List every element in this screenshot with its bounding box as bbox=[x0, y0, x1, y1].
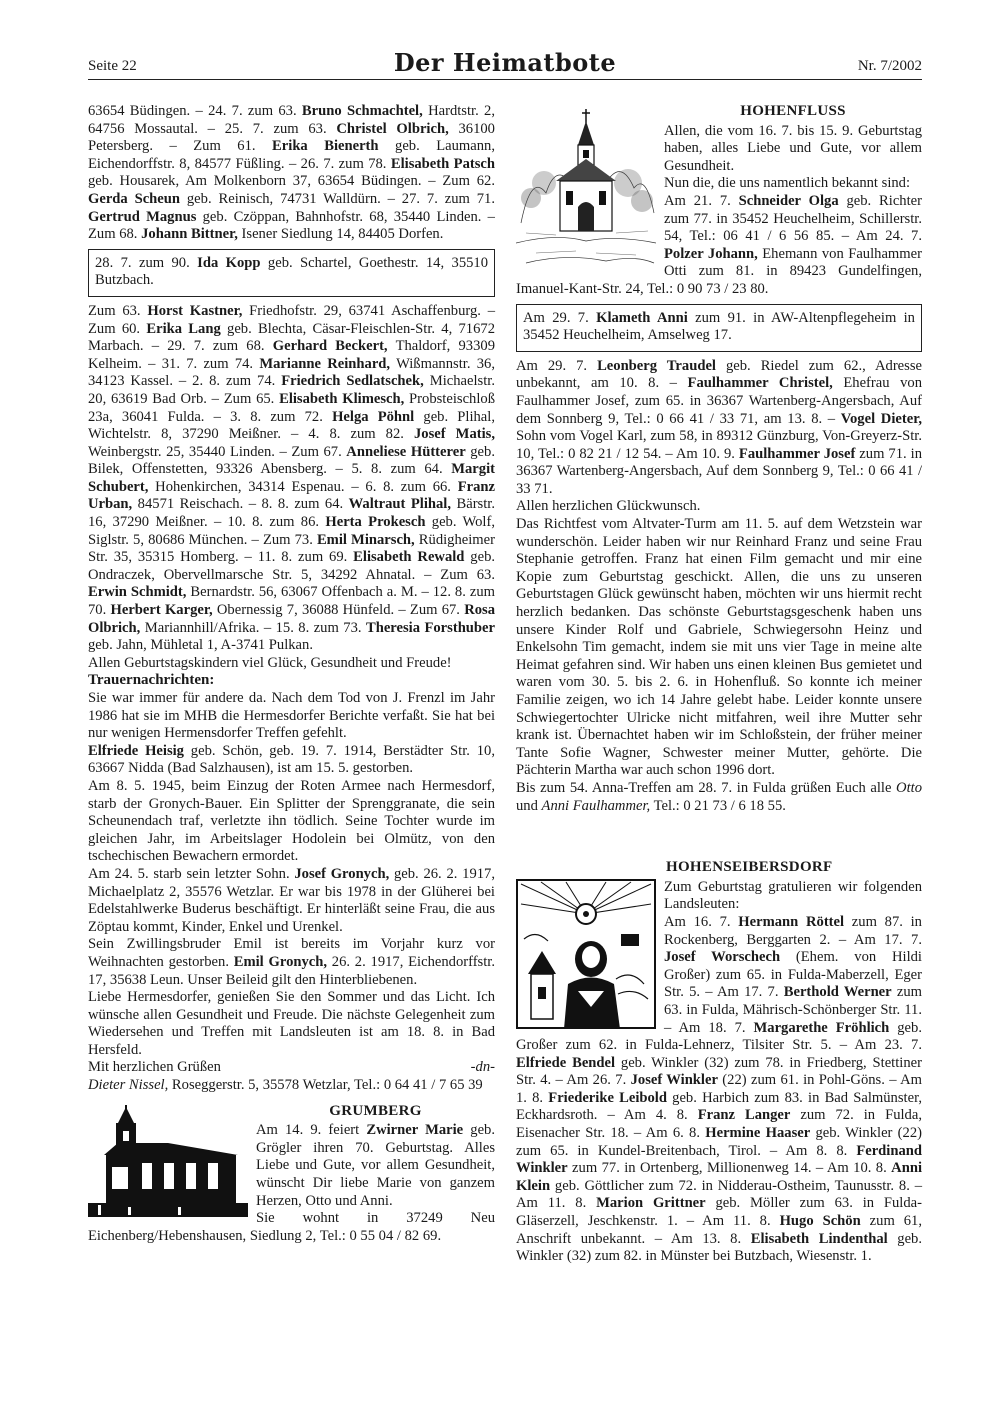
hohenfluss-heading: HOHENFLUSS bbox=[740, 103, 846, 119]
trauer-para-5: Sein Zwillingsbruder Emil ist bereits im Vorjahr kurz vor Weihnachten gestorben. Emil Gronych, 26. 2. 1917, Eichendorffstr. 17, 35638 Leun. Unser Beileid gilt den Hinterbliebenen. bbox=[88, 936, 495, 988]
trauer-para-2: Elfriede Heisig geb. Schön, geb. 19. 7. 1914, Berstädter Str. 10, 63667 Nidda (Bad Salzhausen), ist am 15. 5. gestorben. bbox=[88, 742, 495, 777]
trauer-heading: Trauernachrichten: bbox=[88, 672, 215, 689]
trauer-para-6: Liebe Hermesdorfer, genießen Sie den Sommer und das Licht. Ich wünsche allen Gesundheit und Freude. Die nächste Gelegenheit zum Wiedersehen und Treffen mit Landsleuten ist am 18. 8. in Bad Hersfeld. bbox=[88, 989, 495, 1058]
page-header bbox=[88, 48, 922, 80]
issue-number: Nr. 7/2002 bbox=[857, 58, 922, 74]
hohenfluss-para-1: Allen, die vom 16. 7. bis 15. 9. Geburtstag haben, alles Liebe und Gute, vor allem Gesundheit. bbox=[664, 122, 922, 174]
hohenfluss-para-5: Allen herzlichen Glückwunsch. bbox=[516, 498, 701, 515]
highlight-box-ida-kopp bbox=[88, 249, 495, 297]
grumberg-para-2: Sie wohnt in 37249 Neu Eichenberg/Hebenshausen, Siedlung 2, Tel.: 0 55 04 / 82 69. bbox=[88, 1210, 495, 1244]
birthday-closing: Allen Geburtstagskindern viel Glück, Gesundheit und Freude! bbox=[88, 654, 452, 671]
trauer-para-1: Sie war immer für andere da. Nach dem Tod von J. Frenzl im Jahr 1986 hat sie im MHB die Hermesdorfer Berichte verfaßt. Sie hat bei nur wenigen Hermensdorfer Treffen gefehlt. bbox=[88, 690, 495, 742]
grumberg-heading: GRUMBERG bbox=[329, 1102, 422, 1119]
hohenfluss-para-4: Am 29. 7. Leonberg Traudel geb. Riedel zum 62., Adresse unbekannt, am 10. 8. – Faulhammer Christel, Ehefrau von Faulhammer Josef, zum 65. in 36367 Wartenberg-Angersbach, Auf dem Sonnberg 9, Tel.: 0 66 41 / 33 71, am 13. 8. – Vogel Dieter, Sohn vom Vogel Karl, zum 58, in 89312 Günzburg, Von-Greyerz-Str. 10, Tel.: 0 82 21 / 12 54. – Am 10. 9. Faulhammer Josef zum 71. in 36367 Wartenberg-Angersbach, Auf dem Sonnberg 9, Tel.: 0 66 41 / 33 71. bbox=[516, 357, 922, 497]
grumberg-para-1: Am 14. 9. feiert Zwirner Marie geb. Grögler ihren 70. Geburtstag. Alles Liebe und Gute, vor allem Gesundheit, wünscht Dir liebe Marie von ganzem Herzen, Otto und Anni. bbox=[256, 1122, 495, 1209]
masthead-logo: Der Heimatbote bbox=[393, 48, 617, 77]
hohenseibersdorf-intro: Zum Geburtstag gratulieren wir folgenden Landsleuten: bbox=[664, 878, 922, 913]
highlight-text: 28. 7. zum 90. Ida Kopp geb. Schartel, Goethestr. 14, 35510 Butzbach. bbox=[95, 254, 489, 289]
left-column bbox=[88, 103, 495, 1245]
hohenfluss-para-2: Nun die, die uns namentlich bekannt sind: bbox=[664, 175, 911, 192]
page-number: Seite 22 bbox=[88, 58, 137, 74]
birthday-list-part2: Zum 63. Horst Kastner, Friedhofstr. 29, 63741 Aschaffenburg. – Zum 60. Erika Lang geb. Blechta, Cäsar-Fleischlen-Str. 4, 71672 Marbach. – 29. 7. zum 68. Gerhard Beckert, Thaldorf, 93309 Kelheim. – 31. 7. zum 74. Marianne Reinhard, Wißmannstr. 36, 34123 Kassel. – 2. 8. zum 74. Friedrich Sedlatschek, Michaelstr. 20, 63619 Bad Orb. – Zum 65. Elisabeth Klimesch, Probsteischloß 23a, 36041 Fulda. – 3. 8. zum 72. Helga Pöhnl geb. Plihal, Wichtelstr. 8, 37290 Meißner. – 4. 8. zum 82. Josef Matis, Weinbergstr. 25, 35440 Linden. – Zum 67. Anneliese Hütterer geb. Bilek, Offenstetten, 93326 Abensberg. – 5. 8. zum 64. Margit Schubert, Hohenkirchen, 34314 Espenau. – 6. 8. zum 66. Franz Urban, 84571 Reischach. – 8. 8. zum 64. Waltraut Plihal, Bärstr. 16, 37290 Meißner. – 10. 8. zum 86. Herta Prokesch geb. Wolf, Siglstr. 5, 80686 München. – Zum 73. Emil Minarsch, Rüdigheimer Str. 35, 35315 Homberg. – 11. 8. zum 69. Elisabeth Rewald geb. Ondraczek, Obervellmarsche Str. 5, 34292 Ahnatal. – Zum 63. Erwin Schmidt, Bernardstr. 56, 63067 Offenbach a. M. – 12. 8. zum 70. Herbert Karger, Obernessig 7, 36088 Hünfeld. – Zum 67. Rosa Olbrich, Mariannhill/Afrika. – 15. 8. zum 73. Theresia Forsthuber geb. Jahn, Mühletal 1, A-3741 Pulkan. bbox=[88, 302, 496, 654]
greeting-line bbox=[88, 1059, 495, 1077]
hohenfluss-para-7: Bis zum 54. Anna-Treffen am 28. 7. in Fulda grüßen Euch alle Otto und Anni Faulhammer, Tel.: 0 21 73 / 6 18 55. bbox=[516, 779, 922, 814]
author-contact: Dieter Nissel, Roseggerstr. 5, 35578 Wetzlar, Tel.: 0 64 41 / 7 65 39 bbox=[88, 1077, 483, 1094]
hohenfluss-para-3: Am 21. 7. Schneider Olga geb. Richter zum 77. in 35452 Heuchelheim, Schillerstr. 54, Tel.: 06 41 / 6 56 85. – Am 24. 7. Polzer Johann, Ehemann von Faulhammer Otti zum 81. in 89423 Gundelfingen, Imanuel-Kant-Str. 24, Tel.: 0 90 73 / 23 80. bbox=[516, 192, 922, 297]
chapel-drawing-icon bbox=[516, 103, 656, 273]
highlight-box-klameth bbox=[516, 304, 922, 352]
highlight-text: Am 29. 7. Klameth Anni zum 91. in AW-Altenpflegeheim in 35452 Heuchelheim, Amselweg 17. bbox=[523, 309, 915, 344]
church-silhouette-icon bbox=[88, 1105, 248, 1217]
woodcut-illustration-icon bbox=[516, 879, 656, 1029]
hohenfluss-para-6: Das Richtfest vom Altvater-Turm am 11. 5. auf dem Wetzstein war wunderschön. Leider haben wir nur Reinhard Franz und seine Frau Stephanie getroffen. Franz hat einen Film gemacht und mir eine Kopie zum Geburtstag geschickt. Allen, die uns zu unseren Geburtstagen Glück gewünscht haben, möchten wir uns hiermit recht herzlich bedanken. Das schönste Geburtstagsgeschenk haben uns unsere Kinder Rolf und Gabriele, Schwiegersohn Heinz und Enkelsohn Tim gemacht, indem sie mit uns vier Tage in meine alte Heimat gefahren sind. Wir haben uns einen kleinen Bus gemietet und waren vom 30. 5. bis 2. 6. in Hohenfluß. So konnte ich meiner Familie zeigen, wo ich 14 Jahre gelebt habe. Leider konnte unsere Schwiegertochter Ulricke nicht mitfahren, weil ihre Mutter sehr krank ist. Übernachtet haben wir im Schloßstein, der früher meiner Tante Sofie Wagner, Schwester meiner Mutter, gehörte. Die Pächterin Martha war auch schon 1996 dort. bbox=[516, 516, 922, 779]
trauer-para-4: Am 24. 5. starb sein letzter Sohn. Josef Gronych, geb. 26. 2. 1917, Michaelplatz 2, 35576 Wetzlar. Er war bis 1978 in der Glüherei bei Edelstahlwerke Buderus beschäftigt. Er hinterläßt seine Frau, die aus Zöptau kommt, Kinder, Enkel und Urenkel. bbox=[88, 865, 495, 935]
right-column bbox=[516, 103, 922, 1266]
birthday-list-part1: 63654 Büdingen. – 24. 7. zum 63. Bruno Schmachtel, Hardtstr. 2, 64756 Mossautal. – 25. 7. zum 63. Christel Olbrich, 36100 Petersberg. – Zum 61. Erika Bienerth geb. Laumann, Eichendorffstr. 8, 84577 Füßling. – 26. 7. zum 78. Elisabeth Patsch geb. Housarek, Am Molkenborn 37, 63654 Büdingen. – Zum 62. Gerda Scheun geb. Reinisch, 74731 Walldürn. – 27. 7. zum 71. Gertrud Magnus geb. Czöppan, Bahnhofstr. 68, 35440 Linden. – Zum 68. Johann Bittner, Isener Siedlung 14, 84405 Dorfen. bbox=[88, 103, 495, 243]
hohenseibersdorf-list: Am 16. 7. Hermann Röttel zum 87. in Rockenberg, Berggarten 2. – Am 17. 7. Josef Worschech (Ehem. von Hildi Großer) zum 65. in Fulda-Maberzell, Eger Str. 5. – Am 17. 7. Berthold Werner zum 63. in Fulda, Mährisch-Schönberger Str. 11. – Am 18. 7. Margarethe Fröhlich geb. Großer zum 62. in Fulda-Lehnerz, Tilsiter Str. 5. – Am 23. 7. Elfriede Bendel geb. Winkler (32) zum 78. in Friedberg, Stettiner Str. 4. – Am 26. 7. Josef Winkler (22) zum 61. in Pohl-Göns. – Am 1. 8. Friederike Leibold geb. Harbich zum 83. in Bad Salmünster, Eckhardsroth. – Am 4. 8. Franz Langer zum 72. in Fulda, Eisenacher Str. 18. – Am 6. 8. Hermine Haaser geb. Winkler (22) zum 65. in Kundel-Breitenbach, Tirol. – Am 8. 8. Ferdinand Winkler zum 77. in Ortenberg, Millionenweg 14. – Am 10. 8. Anni Klein geb. Göttlicher zum 72. in Nidderau-Ostheim, Taunusstr. 8. – Am 11. 8. Marion Grittner geb. Möller zum 63. in Fulda-Gläserzell, Jeschkenstr. 1. – Am 11. 8. Hugo Schön zum 61, Anschrift unbekannt. – Am 13. 8. Elisabeth Lindenthal geb. Winkler (32) zum 82. in Münster bei Butzbach, Wiesenstr. 1. bbox=[516, 913, 923, 1265]
trauer-para-3: Am 8. 5. 1945, beim Einzug der Roten Armee nach Hermesdorf, starb der Gronych-Bauer. Ein Splitter der Sprenggranate, die sein Scheunendach traf, verletzte ihn tödlich. Seine Tochter wurde im gleichen Jahr, im Arbeitslager Hodolein bei Olmütz, von den tschechischen Bewachern ermordet. bbox=[88, 777, 495, 865]
hohenseibersdorf-heading: HOHENSEIBERSDORF bbox=[666, 859, 833, 876]
greeting-text: Mit herzlichen Grüßen bbox=[88, 1059, 221, 1076]
greeting-signature: -dn- bbox=[470, 1059, 495, 1076]
